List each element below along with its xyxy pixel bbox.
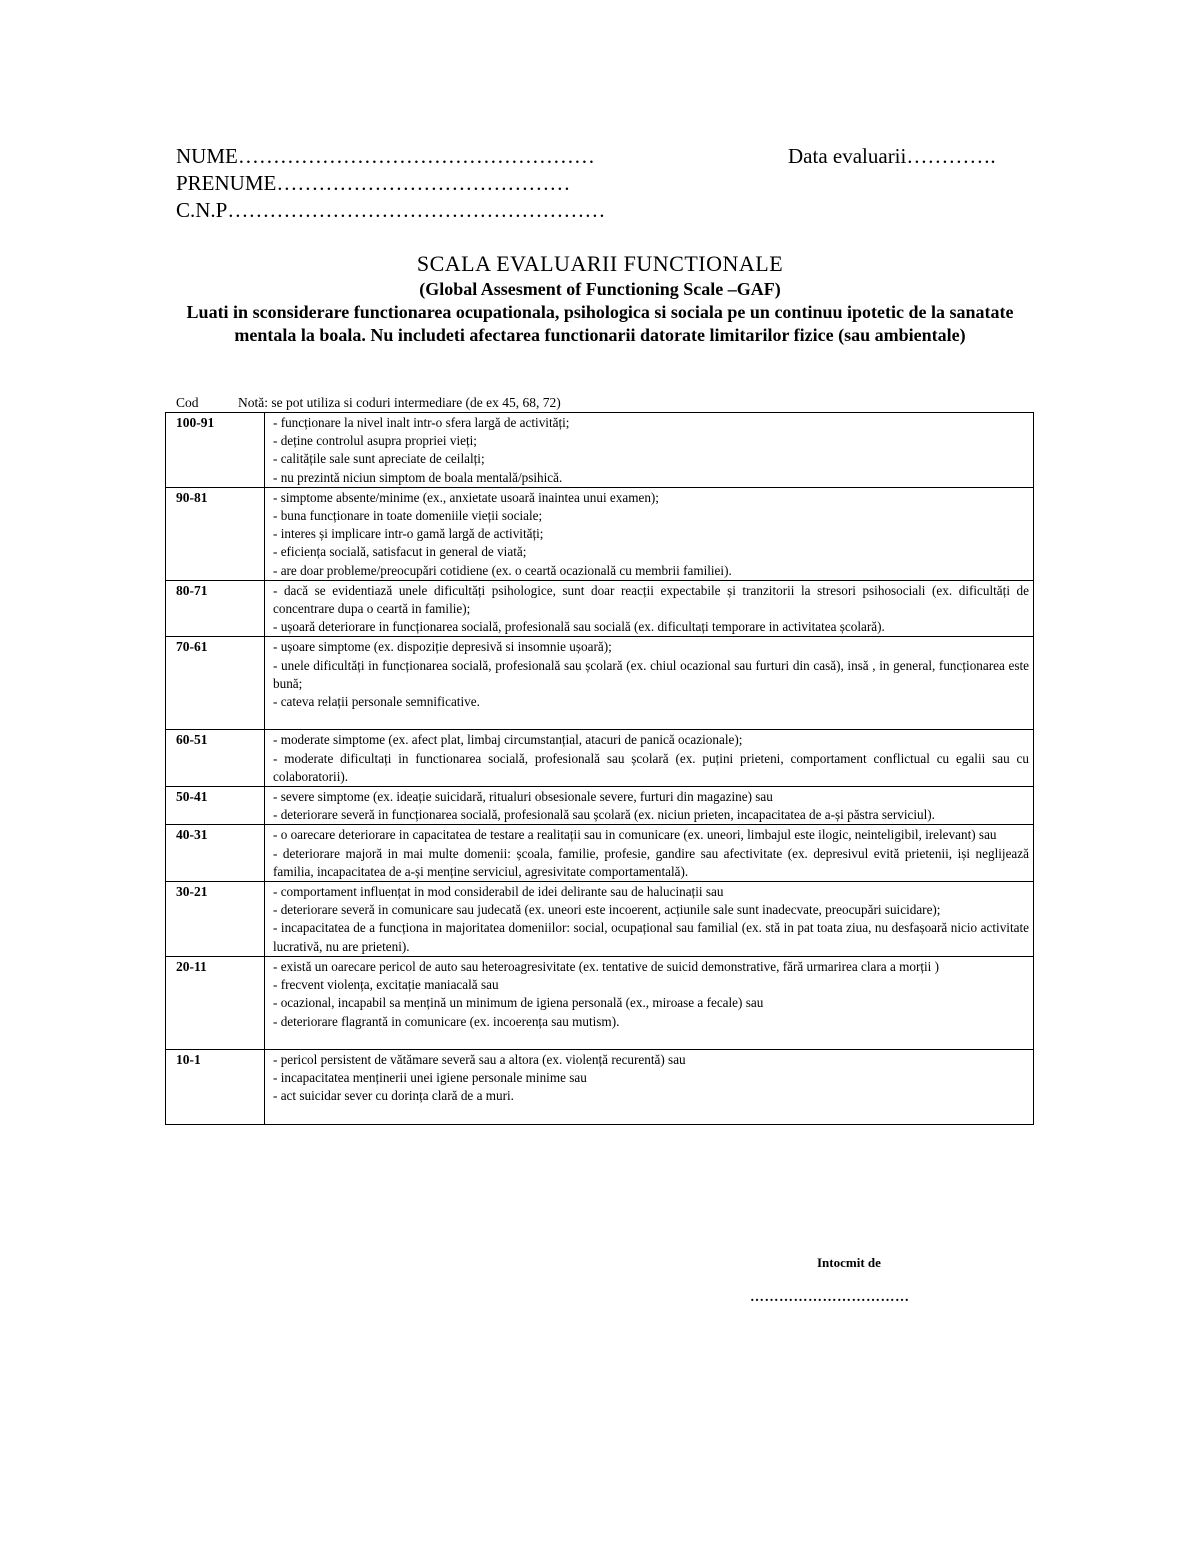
table-row — [166, 487, 1034, 580]
description-line: - deteriorare flagrantă in comunicare (ex. incoerența sau mutism). — [273, 1013, 620, 1029]
description-line: - funcționare la nivel inalt intr-o sfera largă de activități; — [273, 415, 570, 430]
name-row — [176, 143, 1036, 170]
description-line: - pericol persistent de vătămare severă sau a altora (ex. violență recurentă) sau — [273, 1051, 686, 1067]
surname-field[interactable]: PRENUME…………………………………… — [176, 171, 571, 195]
description-cell — [265, 413, 1034, 488]
table-row — [166, 580, 1034, 637]
description-cell — [265, 1049, 1034, 1124]
table-row — [166, 956, 1034, 1049]
description-line: - ușoară deteriorare in funcționarea socială, profesională sau socială (ex. dificultați temporare in activitatea școlară). — [273, 619, 885, 635]
table-row — [166, 787, 1034, 825]
score-range-cell: 30-21 — [166, 882, 265, 957]
table-row — [166, 413, 1034, 488]
table-row — [166, 730, 1034, 787]
table-row — [166, 825, 1034, 882]
score-range-cell: 100-91 — [166, 413, 265, 488]
description-cell — [265, 825, 1034, 882]
description-line: - deteriorare severă in funcționarea socială, profesională sau școlară (ex. niciun prieten, incapacitatea de a-și păstra serviciul). — [273, 807, 935, 823]
evaluation-date-field[interactable]: Data evaluarii…………. — [788, 144, 996, 168]
description-line: - deteriorare majoră in mai multe domenii: școala, familie, profesie, gandire sau afectivitate (ex. depresivul evită prietenii, iși neglijează familia, incapacitatea de a-și menține serviciul, agresivitate comportamentală). — [273, 845, 1029, 879]
description-cell — [265, 956, 1034, 1049]
legend-note: Notă: se pot utiliza si coduri intermediare (de ex 45, 68, 72) — [238, 395, 561, 410]
description-line: - moderate dificultați in functionarea socială, profesională sau școlară (ex. puțini prieteni, comportament conflictual cu egalii sau cu colaboratorii). — [273, 750, 1029, 784]
cnp-field[interactable]: C.N.P……………………………………………… — [176, 198, 606, 222]
prepared-by-label: Intocmit de — [817, 1255, 881, 1270]
description-line: - frecvent violența, excitație maniacală sau — [273, 977, 499, 993]
description-line: - buna funcționare in toate domeniile vieții sociale; — [273, 508, 543, 524]
description-line: - comportament influențat in mod considerabil de idei delirante sau de halucinații sau — [273, 884, 724, 900]
identification-fields — [176, 143, 1036, 224]
table-row — [166, 882, 1034, 957]
score-range-cell: 20-11 — [166, 956, 265, 1049]
score-range-cell: 90-81 — [166, 487, 265, 580]
description-line: - dacă se evidentiază unele dificultăți psihologice, sunt doar reacții expectabile și tranzitorii la stresori psihosociali (ex. dificultăți de concentrare dupa o ceartă in familie); — [273, 582, 1029, 617]
name-field[interactable]: NUME…………………………………………… — [176, 144, 595, 168]
score-range-cell: 60-51 — [166, 730, 265, 787]
document-title: SCALA EVALUARII FUNCTIONALE — [416, 251, 784, 276]
score-range-cell: 70-61 — [166, 637, 265, 730]
cnp-row — [176, 197, 1036, 224]
description-line: - moderate simptome (ex. afect plat, limbaj circumstanțial, atacuri de panică ocazionale); — [273, 732, 743, 748]
description-line: - interes și implicare intr-o gamă largă de activități; — [273, 526, 544, 542]
table-row — [166, 1049, 1034, 1124]
blank-line — [273, 1106, 1029, 1124]
description-line: - incapacitatea menținerii unei igiene personale minime sau — [273, 1070, 587, 1086]
gaf-table-body — [166, 413, 1034, 1125]
description-line: - incapacitatea de a funcționa in majoritatea domeniilor: social, ocupațional sau familial (ex. stă in pat toata ziua, nu desfașoară nicio activitate lucrativă, nu are prieteni). — [273, 920, 1029, 954]
document-subtitle: (Global Assesment of Functioning Scale –GAF) — [419, 279, 781, 299]
description-line: - severe simptome (ex. ideație suicidară, ritualuri obsesionale severe, furturi din magazine) sau — [273, 789, 773, 805]
score-range-cell: 10-1 — [166, 1049, 265, 1124]
description-cell — [265, 787, 1034, 825]
table-row — [166, 637, 1034, 730]
description-line: - act suicidar sever cu dorința clară de a muri. — [273, 1088, 514, 1104]
description-cell — [265, 487, 1034, 580]
description-line: - ocazional, incapabil sa mențină un minimum de igiena personală (ex., miroase a fecale) sau — [273, 995, 764, 1011]
description-line: - are doar probleme/preocupări cotidiene (ex. o ceartă ocazională cu membrii familiei). — [273, 562, 732, 578]
description-line: - unele dificultăți in funcționarea socială, profesională sau școlară (ex. chiul ocazional sau furturi din casă), insă , in general, funcționarea este bună; — [273, 657, 1029, 691]
legend-code-label: Cod — [176, 395, 199, 410]
surname-row — [176, 170, 1036, 197]
description-line: - există un oarecare pericol de auto sau heteroagresivitate (ex. tentative de suicid demonstrative, fără urmarirea clara a morții ) — [273, 958, 940, 974]
description-line: - calitățile sale sunt apreciate de ceilalți; — [273, 451, 485, 467]
description-line: - eficiența socială, satisfacut in general de viată; — [273, 544, 527, 560]
description-line: - nu prezintă niciun simptom de boala mentală/psihică. — [273, 469, 563, 485]
description-cell — [265, 637, 1034, 730]
blank-line — [273, 1031, 1029, 1049]
gaf-table — [165, 412, 1034, 1125]
signature-line[interactable]: …………………………… — [750, 1290, 910, 1305]
title-block — [170, 250, 1030, 347]
description-line: - o oarecare deteriorare in capacitatea de testare a realitații sau in comunicare (ex. uneori, limbajul este ilogic, neinteligibil, irelevant) sau — [273, 827, 997, 843]
description-cell — [265, 580, 1034, 637]
description-cell — [265, 882, 1034, 957]
score-range-cell: 50-41 — [166, 787, 265, 825]
description-line: - simptome absente/minime (ex., anxietate usoară inaintea unui examen); — [273, 489, 659, 505]
description-line: - ușoare simptome (ex. dispoziție depresivă si insomnie ușoară); — [273, 639, 612, 655]
description-line: - deteriorare severă in comunicare sau judecată (ex. uneori este incoerent, acțiunile sale sunt inadecvate, preocupări suicidare); — [273, 902, 941, 918]
score-range-cell: 80-71 — [166, 580, 265, 637]
table-legend — [176, 395, 561, 411]
description-line: - cateva relații personale semnificative. — [273, 694, 480, 710]
description-cell — [265, 730, 1034, 787]
description-line: - deține controlul asupra propriei vieți; — [273, 433, 477, 449]
instructions-text: Luati in sconsiderare functionarea ocupationala, psihologica si sociala pe un continuu ipotetic de la sanatate mentala la boala. Nu includeti afectarea functionarii datorate limitarilor fizice (sau ambientale) — [186, 302, 1014, 345]
score-range-cell: 40-31 — [166, 825, 265, 882]
blank-line — [273, 711, 1029, 729]
